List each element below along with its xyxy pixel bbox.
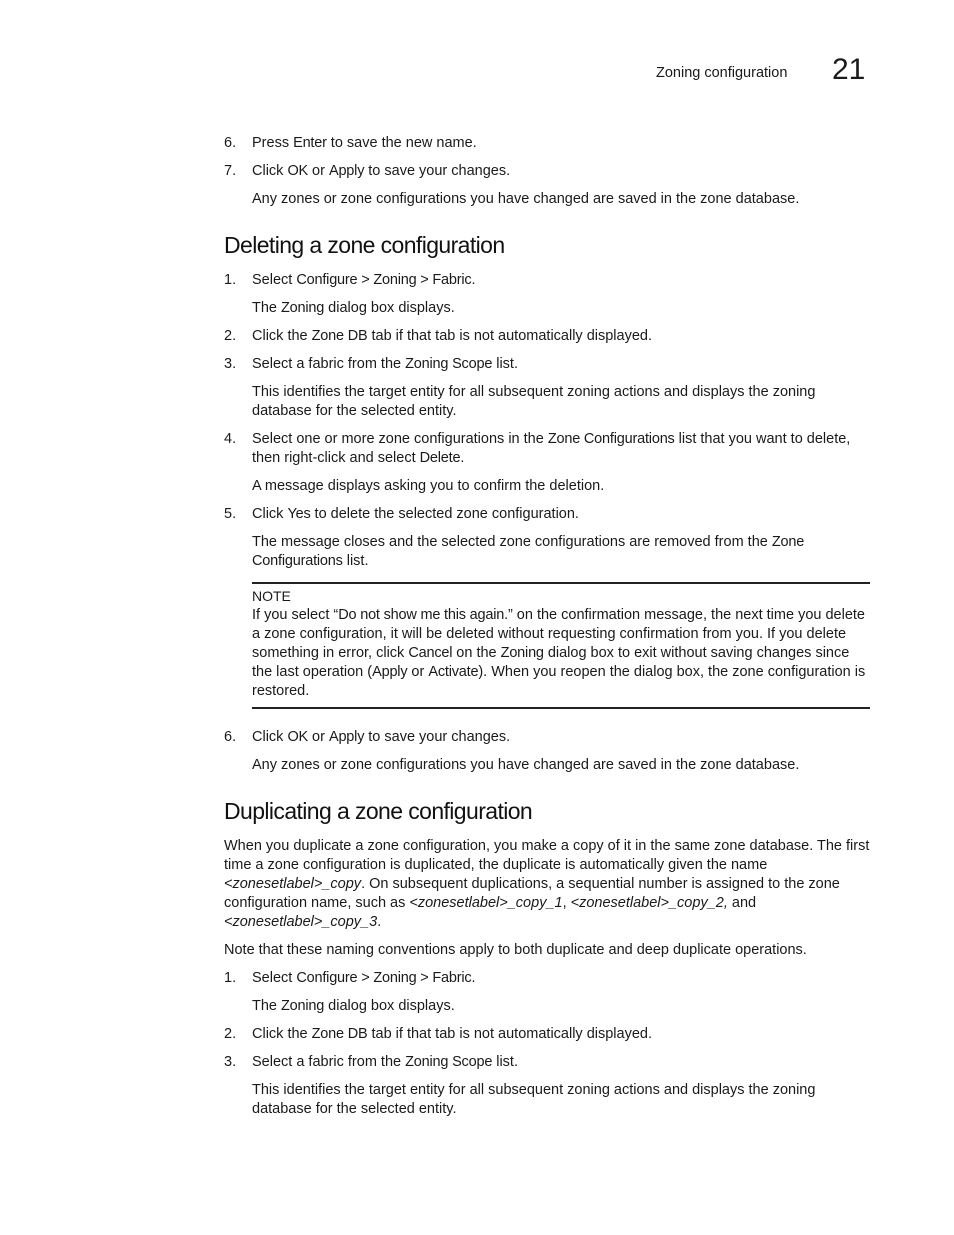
step-number: 5. [224,506,237,522]
name-example: <zonesetlabel>_copy_2, [570,895,728,911]
note-text-part: dialog box to exit without saving changes since the last operation ( [252,645,850,680]
step-text: Press [252,135,294,151]
ui-term: Zoning [281,300,325,316]
step-text: to save your changes. [364,163,511,179]
result-text: The message closes and the selected zone configurations are removed from the [252,534,772,550]
ui-term: Zoning [281,998,325,1014]
step-7 [224,162,870,181]
note-text-part: or [407,664,429,680]
section-heading-duplicating: Duplicating a zone configuration [224,798,533,824]
ui-term: Apply [328,163,365,179]
ui-term: Zone DB [311,328,368,344]
step-number: 2. [224,1026,237,1042]
ui-term: Zone Configurations [547,431,675,447]
step-text: tab if that tab is not automatically displayed. [367,1026,652,1042]
duplicate-step-3 [224,1053,870,1072]
note-text-part: on the [452,645,501,661]
step-number: 2. [224,328,237,344]
step-number: 6. [224,135,237,151]
ui-term: Zone DB [311,1026,368,1042]
step-result: A message displays asking you to confirm the deletion. [252,478,605,494]
step-text: Click the [252,1026,312,1042]
name-example: <zonesetlabel>_copy_1 [409,895,563,911]
step-text: list. [492,1054,518,1070]
note-text [252,607,865,699]
delete-step-1 [224,271,870,290]
result-text: list. [342,553,369,569]
step-text: Select one or more zone configurations in the [252,431,548,447]
step-text: Select a fabric from the [252,1054,406,1070]
step-text: Click [252,729,288,745]
note-text-part: If you select “ [252,607,339,623]
ui-term: OK [287,729,309,745]
ui-term: Delete [419,450,461,466]
step-result: This identifies the target entity for all subsequent zoning actions and displays the zoning database for the selected entity. [252,384,816,419]
step-text: Click the [252,328,312,344]
delete-step-2 [224,327,870,346]
step-text: . [471,970,476,986]
step-text: to save the new name. [326,135,477,151]
step-text: . [471,272,476,288]
step-result [224,533,870,571]
para-text: When you duplicate a zone configuration, you make a copy of it in the same zone database. The first time a zone configuration is duplicated, the duplicate is automatically given the name [224,838,870,873]
step-text: Select [252,970,297,986]
para-text: . On subsequent duplications, a sequential number is assigned to the zone configuration name, such as [224,876,840,911]
delete-step-6 [224,728,870,747]
delete-step-4 [224,430,870,468]
step-text: Click [252,506,288,522]
ui-term: Zoning [500,645,544,661]
step-number: 3. [224,1054,237,1070]
step-result: Any zones or zone configurations you have changed are saved in the zone database. [252,757,800,773]
note-text-part: ” on the confirmation message, the next time you delete a zone configuration, it will be deleted without requesting confirmation from you. If you delete something in error, click [252,607,865,661]
ui-term: OK [287,163,309,179]
ui-term: Cancel [408,645,453,661]
step-text: . [460,450,465,466]
step-result: This identifies the target entity for all subsequent zoning actions and displays the zoning database for the selected entity. [252,1082,816,1117]
ui-term: Enter [293,135,327,151]
step-result: Any zones or zone configurations you have changed are saved in the zone database. [252,191,800,207]
step-text: list. [492,356,518,372]
step-number: 7. [224,163,237,179]
ui-term: Configure > Zoning > Fabric [296,272,472,288]
ui-term: Zone Configurations [252,534,805,569]
ui-term: Do not show me this again. [338,607,508,623]
step-result [224,997,870,1016]
para-text: , [562,895,571,911]
result-text: The [252,998,282,1014]
ui-term: Zoning Scope [405,356,493,372]
ui-term: Apply [372,664,408,680]
step-number: 6. [224,729,237,745]
step-text: Select [252,272,297,288]
step-text: to delete the selected zone configuration. [310,506,579,522]
step-6 [224,134,870,153]
step-result [224,299,870,318]
step-text: or [308,729,329,745]
para-text: . [377,914,382,930]
step-text: to save your changes. [364,729,511,745]
note-text-part: ). When you reopen the dialog box, the zone configuration is restored. [252,664,866,699]
running-header-title: Zoning configuration [656,65,788,81]
step-text: Click [252,163,288,179]
naming-note-paragraph: Note that these naming conventions apply to both duplicate and deep duplicate operations. [224,942,807,958]
step-number: 1. [224,970,237,986]
note-box [252,582,870,709]
section-heading-deleting: Deleting a zone configuration [224,232,505,258]
result-text: dialog box displays. [324,998,455,1014]
delete-step-5 [224,505,870,524]
step-text: or [308,163,329,179]
ui-term: Configure > Zoning > Fabric [296,970,472,986]
ui-term: Zoning Scope [405,1054,493,1070]
page-body [224,134,870,1128]
ui-term: Apply [328,729,365,745]
para-text: and [727,895,757,911]
step-text: Select a fabric from the [252,356,406,372]
result-text: dialog box displays. [324,300,455,316]
step-text: list that you want to delete, then right-click and select [252,431,851,466]
step-text: tab if that tab is not automatically displayed. [367,328,652,344]
name-example: <zonesetlabel>_copy [224,876,362,892]
duplicate-step-1 [224,969,870,988]
ui-term: Yes [287,506,311,522]
step-number: 4. [224,431,237,447]
ui-term: Activate [428,664,479,680]
step-number: 1. [224,272,237,288]
delete-step-3 [224,355,870,374]
intro-paragraph [224,837,870,932]
result-text: The [252,300,282,316]
chapter-number: 21 [832,53,866,86]
step-number: 3. [224,356,237,372]
note-label: NOTE [252,588,291,604]
duplicate-step-2 [224,1025,870,1044]
name-example: <zonesetlabel>_copy_3 [224,914,378,930]
